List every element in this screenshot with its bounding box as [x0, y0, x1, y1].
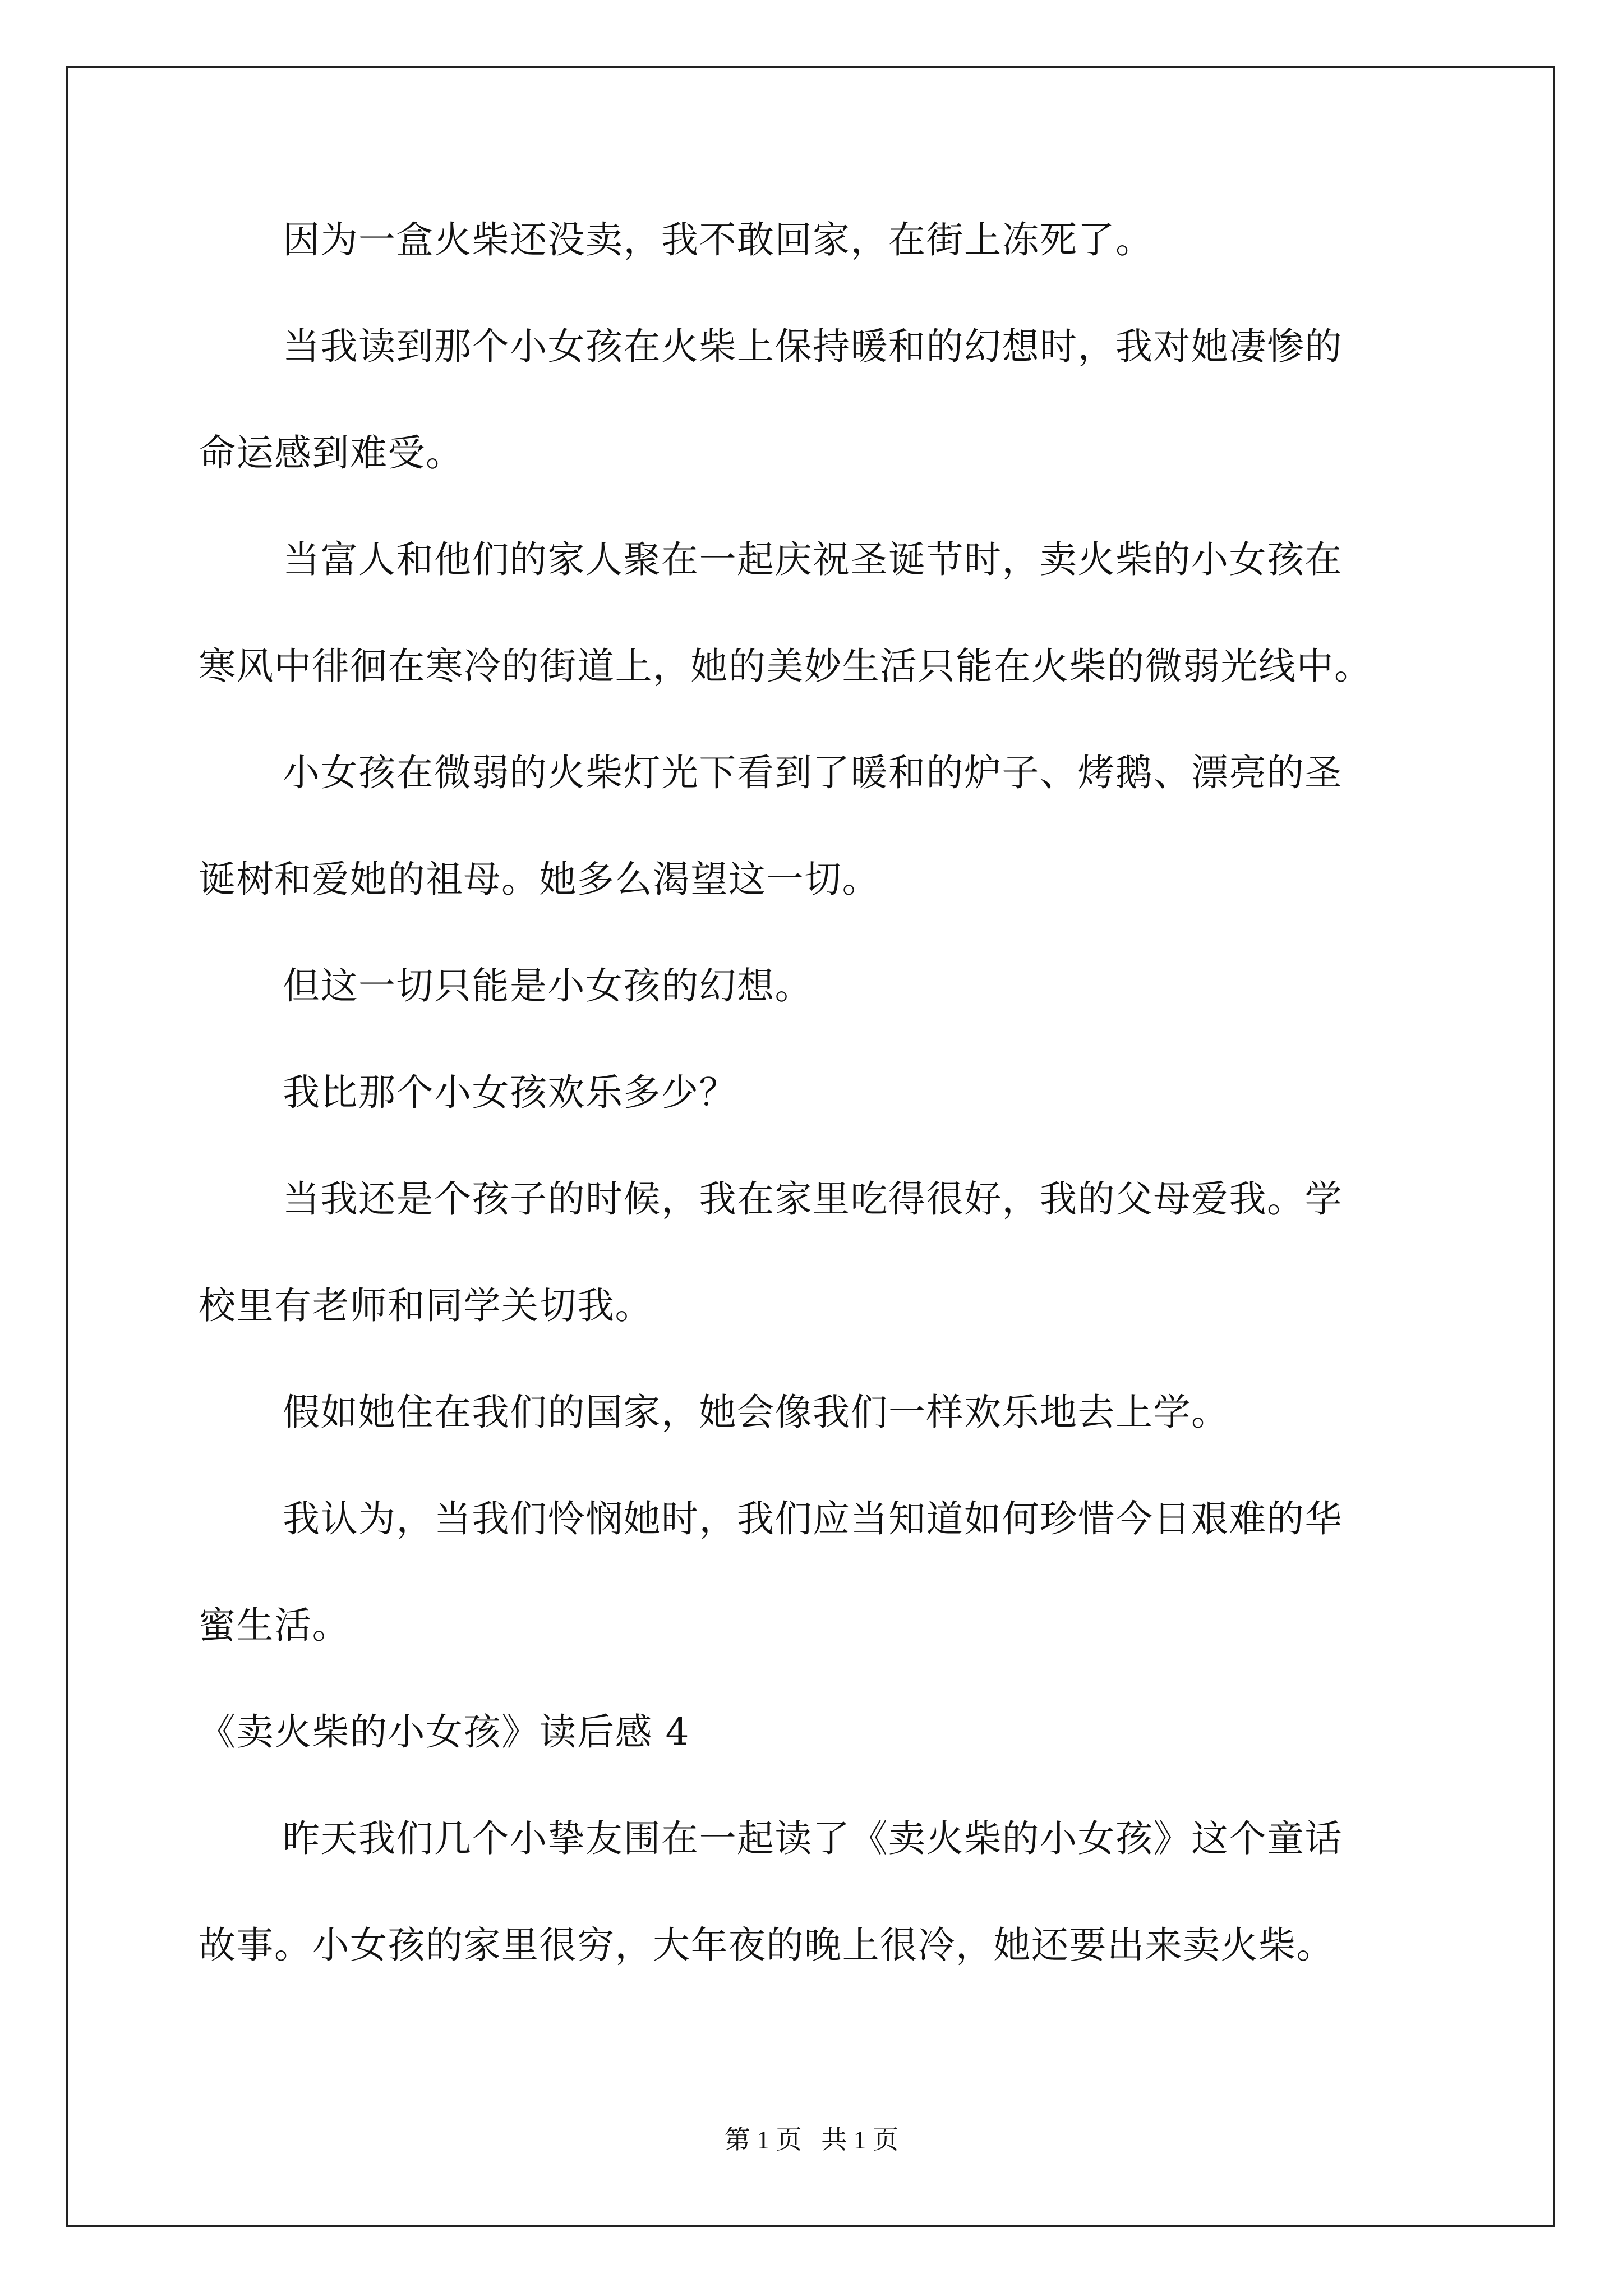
paragraph-line: 命运感到难受。	[199, 431, 464, 475]
paragraph-line: 我认为，当我们怜悯她时，我们应当知道如何珍惜今日艰难的华	[283, 1497, 1343, 1540]
paragraph-line: 假如她住在我们的国家，她会像我们一样欢乐地去上学。	[283, 1391, 1229, 1434]
paragraph-line: 昨天我们几个小挚友围在一起读了《卖火柴的小女孩》这个童话	[283, 1817, 1343, 1860]
paragraph-line: 但这一切只能是小女孩的幻想。	[283, 964, 813, 1007]
page-footer: 第 1 页 共 1 页	[724, 2125, 899, 2154]
paragraph-line: 校里有老师和同学关切我。	[199, 1284, 653, 1327]
paragraph-line: 因为一盒火柴还没卖，我不敢回家，在街上冻死了。	[283, 218, 1154, 261]
paragraph-line: 当我读到那个小女孩在火柴上保持暖和的幻想时，我对她凄惨的	[283, 325, 1343, 368]
paragraph-line: 我比那个小女孩欢乐多少？	[283, 1071, 737, 1114]
paragraph-line: 小女孩在微弱的火柴灯光下看到了暖和的炉子、烤鹅、漂亮的圣	[283, 751, 1343, 794]
paragraph-line: 寒风中徘徊在寒冷的街道上，她的美妙生活只能在火柴的微弱光线中。	[199, 645, 1372, 688]
page-border	[66, 66, 1555, 2227]
section-heading: 《卖火柴的小女孩》读后感 4	[199, 1710, 690, 1754]
paragraph-line: 当富人和他们的家人聚在一起庆祝圣诞节时，卖火柴的小女孩在	[283, 538, 1343, 581]
paragraph-line: 诞树和爱她的祖母。她多么渴望这一切。	[199, 858, 880, 901]
paragraph-line: 蜜生活。	[199, 1604, 350, 1647]
paragraph-line: 当我还是个孩子的时候，我在家里吃得很好，我的父母爱我。学	[283, 1177, 1343, 1221]
paragraph-line: 故事。小女孩的家里很穷，大年夜的晚上很冷，她还要出来卖火柴。	[199, 1924, 1334, 1967]
